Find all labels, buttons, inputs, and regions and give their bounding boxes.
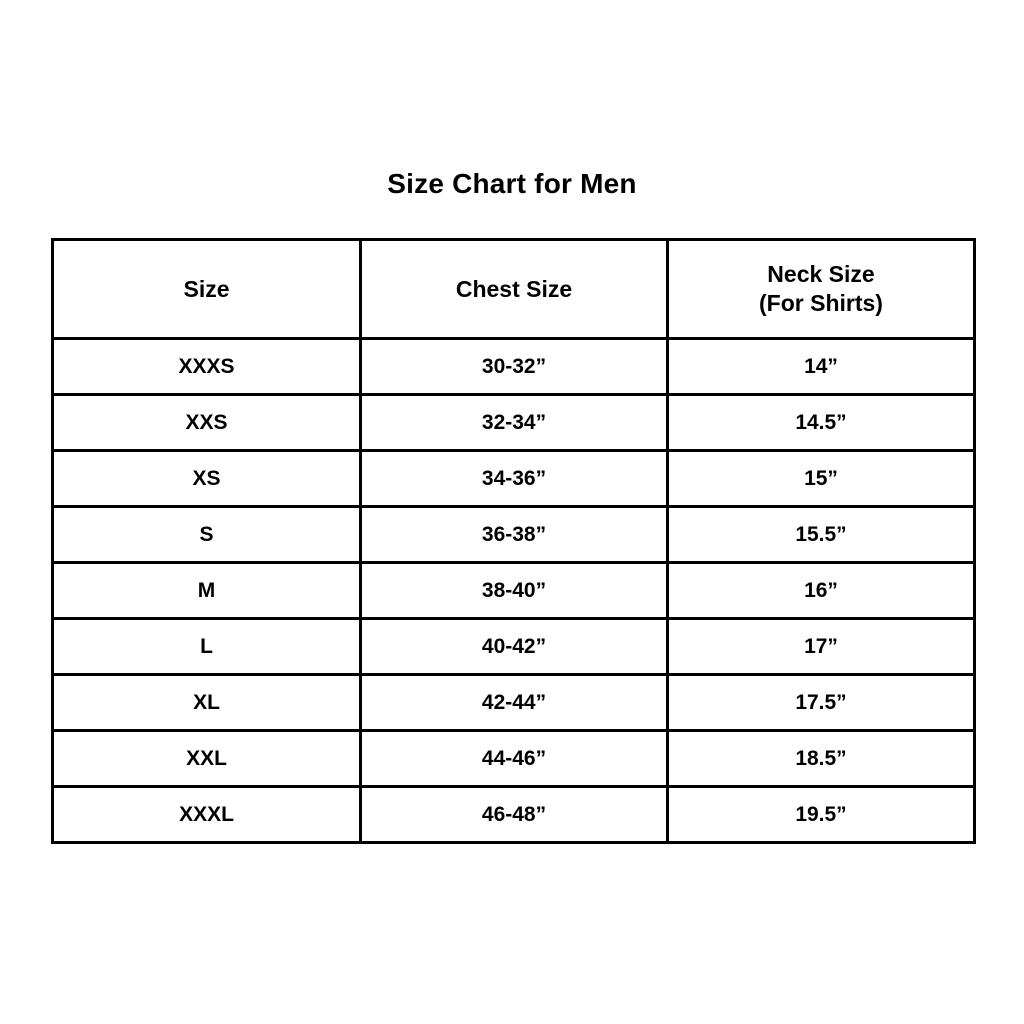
cell-neck: 14” — [668, 339, 975, 395]
cell-chest: 38-40” — [361, 563, 668, 619]
column-header-neck-size-label: Neck Size — [767, 261, 875, 288]
table-row — [53, 395, 975, 451]
cell-neck: 17” — [668, 619, 975, 675]
cell-neck: 18.5” — [668, 731, 975, 787]
cell-neck: 14.5” — [668, 395, 975, 451]
cell-neck: 19.5” — [668, 787, 975, 843]
table-row — [53, 507, 975, 563]
cell-size: XXXL — [53, 787, 361, 843]
table-row — [53, 339, 975, 395]
table-row — [53, 619, 975, 675]
cell-size: XXXS — [53, 339, 361, 395]
cell-size: XXS — [53, 395, 361, 451]
cell-neck: 15.5” — [668, 507, 975, 563]
column-header-chest-size-label: Chest Size — [455, 275, 573, 302]
cell-chest: 32-34” — [361, 395, 668, 451]
cell-size: XS — [53, 451, 361, 507]
size-chart-table-container — [51, 238, 973, 844]
cell-neck: 16” — [668, 563, 975, 619]
column-header-size-label: Size — [183, 275, 230, 302]
cell-chest: 42-44” — [361, 675, 668, 731]
cell-size: S — [53, 507, 361, 563]
cell-size: L — [53, 619, 361, 675]
cell-neck: 17.5” — [668, 675, 975, 731]
cell-chest: 40-42” — [361, 619, 668, 675]
table-row — [53, 787, 975, 843]
cell-chest: 36-38” — [361, 507, 668, 563]
page-title: Size Chart for Men — [387, 168, 637, 199]
size-chart-table — [51, 238, 976, 844]
table-row — [53, 675, 975, 731]
table-row — [53, 451, 975, 507]
cell-size: XXL — [53, 731, 361, 787]
table-header-row — [53, 240, 975, 339]
cell-chest: 44-46” — [361, 731, 668, 787]
table-row — [53, 563, 975, 619]
table-row — [53, 731, 975, 787]
cell-chest: 34-36” — [361, 451, 668, 507]
cell-size: XL — [53, 675, 361, 731]
cell-chest: 30-32” — [361, 339, 668, 395]
table-header — [53, 240, 975, 339]
cell-size: M — [53, 563, 361, 619]
table-body — [53, 339, 975, 843]
column-header-chest-size — [361, 240, 668, 339]
column-header-size — [53, 240, 361, 339]
column-header-neck-size — [668, 240, 975, 339]
column-header-neck-size-sublabel: (For Shirts) — [759, 290, 883, 316]
cell-neck: 15” — [668, 451, 975, 507]
cell-chest: 46-48” — [361, 787, 668, 843]
